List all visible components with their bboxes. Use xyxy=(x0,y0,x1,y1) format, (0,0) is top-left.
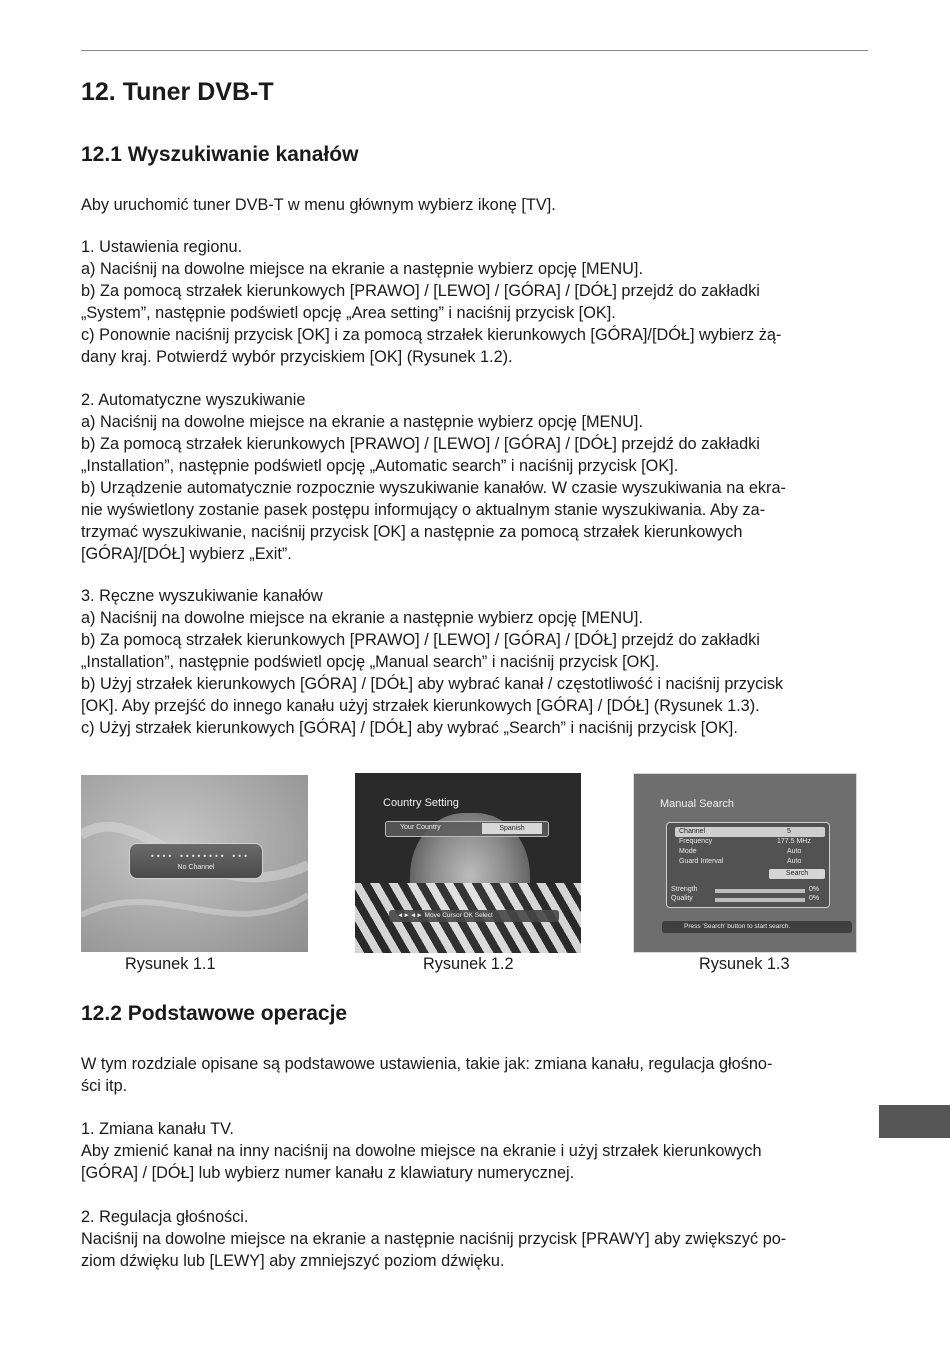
text-line: „System”, następnie podświetl opcję „Area setting” i naciśnij przycisk [OK]. xyxy=(81,304,616,322)
text-line: a) Naciśnij na dowolne miejsce na ekranie a następnie wybierz opcję [MENU]. xyxy=(81,413,643,431)
volume-block xyxy=(81,1206,871,1272)
text-line: W tym rozdziale opisane są podstawowe ustawienia, takie jak: zmiana kanału, regulacja głośno- xyxy=(81,1055,773,1073)
text-line: [GÓRA]/[DÓŁ] wybierz „Exit”. xyxy=(81,545,292,563)
section-title-12-1: 12.1 Wyszukiwanie kanałów xyxy=(81,143,359,166)
side-thumb-tab xyxy=(879,1105,950,1138)
text-line: b) Za pomocą strzałek kierunkowych [PRAWO] / [LEWO] / [GÓRA] / [DÓŁ] przejdź do zakładki xyxy=(81,435,760,453)
section-title-12-2: 12.2 Podstawowe operacje xyxy=(81,1002,348,1025)
country-field-label: Your Country xyxy=(400,824,441,831)
text-line: b) Urządzenie automatycznie rozpocznie wyszukiwanie kanałów. W czasie wyszukiwania na ekra- xyxy=(81,479,786,497)
text-line: a) Naciśnij na dowolne miejsce na ekranie a następnie wybierz opcję [MENU]. xyxy=(81,609,643,627)
text-line: a) Naciśnij na dowolne miejsce na ekranie a następnie wybierz opcję [MENU]. xyxy=(81,260,643,278)
mode-value: Auto xyxy=(787,848,802,855)
chapter-title: 12. Tuner DVB-T xyxy=(81,78,274,106)
figure-caption-1-2: Rysunek 1.2 xyxy=(423,955,514,973)
channel-change-block xyxy=(81,1118,871,1184)
manual-search-block xyxy=(81,585,871,739)
figure-1-3-manual-search-screen xyxy=(633,773,857,953)
text-line: b) Użyj strzałek kierunkowych [GÓRA] / [DÓŁ] aby wybrać kanał / częstotliwość i naciśnij przycisk xyxy=(81,675,784,693)
text-line: trzymać wyszukiwanie, naciśnij przycisk [OK] a następnie za pomocą strzałek kierunkowych xyxy=(81,523,743,541)
text-line: 1. Zmiana kanału TV. xyxy=(81,1120,234,1138)
country-field-value: Spanish xyxy=(482,823,542,834)
intro-paragraph: Aby uruchomić tuner DVB-T w menu głównym wybierz ikonę [TV]. xyxy=(81,196,556,214)
text-line: b) Za pomocą strzałek kierunkowych [PRAWO] / [LEWO] / [GÓRA] / [DÓŁ] przejdź do zakładki xyxy=(81,282,760,300)
strength-value: 0% xyxy=(809,886,820,893)
figure-1-2-country-setting-screen xyxy=(355,773,581,953)
text-line: 2. Automatyczne wyszukiwanie xyxy=(81,391,306,409)
text-line: 2. Regulacja głośności. xyxy=(81,1208,249,1226)
osd-help-footer: ◄►◄► Move Cursor OK Select xyxy=(389,910,559,922)
text-line: nie wyświetlony zostanie pasek postępu informujący o aktualnym stanie wyszukiwania. Aby za- xyxy=(81,501,766,519)
basic-ops-intro xyxy=(81,1053,871,1097)
country-row xyxy=(385,821,549,837)
text-line: [OK]. Aby przejść do innego kanału użyj strzałek kierunkowych [GÓRA] / [DÓŁ] (Rysunek 1.3). xyxy=(81,697,760,715)
country-setting-title: Country Setting xyxy=(383,797,459,809)
text-line: „Installation”, następnie podświetl opcję „Manual search” i naciśnij przycisk [OK]. xyxy=(81,653,660,671)
manual-search-panel xyxy=(666,822,830,908)
text-line: c) Ponownie naciśnij przycisk [OK] i za pomocą strzałek kierunkowych [GÓRA]/[DÓŁ] wybierz żą- xyxy=(81,326,782,344)
text-line: ziom dźwięku lub [LEWY] aby zmniejszyć poziom dźwięku. xyxy=(81,1252,505,1270)
figure-caption-1-1: Rysunek 1.1 xyxy=(125,955,216,973)
manual-search-title: Manual Search xyxy=(660,798,734,810)
signal-dots: •••• •••••••• ••• xyxy=(150,852,249,861)
frequency-label: Frequency xyxy=(679,838,713,845)
quality-label: Quality xyxy=(671,895,693,902)
no-channel-label: No Channel xyxy=(177,864,215,871)
text-line: dany kraj. Potwierdź wybór przyciskiem [OK] (Rysunek 1.2). xyxy=(81,348,513,366)
frequency-value: 177.5 MHz xyxy=(777,838,811,845)
figure-caption-1-3: Rysunek 1.3 xyxy=(699,955,790,973)
text-line: 1. Ustawienia regionu. xyxy=(81,238,243,256)
text-line: Aby zmienić kanał na inny naciśnij na dowolne miejsce na ekranie i użyj strzałek kierunkowych xyxy=(81,1142,762,1160)
text-line: [GÓRA] / [DÓŁ] lub wybierz numer kanału z klawiatury numerycznej. xyxy=(81,1164,575,1182)
header-rule xyxy=(81,50,868,51)
channel-label: Channel xyxy=(679,828,706,835)
text-line: b) Za pomocą strzałek kierunkowych [PRAWO] / [LEWO] / [GÓRA] / [DÓŁ] przejdź do zakładki xyxy=(81,631,760,649)
channel-value: 5 xyxy=(787,828,791,835)
text-line: „Installation”, następnie podświetl opcję „Automatic search” i naciśnij przycisk [OK]. xyxy=(81,457,679,475)
no-channel-dialog xyxy=(129,843,263,879)
auto-search-block xyxy=(81,389,871,565)
strength-label: Strength xyxy=(671,886,698,893)
text-line: 3. Ręczne wyszukiwanie kanałów xyxy=(81,587,323,605)
quality-value: 0% xyxy=(809,895,820,902)
search-button: Search xyxy=(769,869,825,879)
text-line: ści itp. xyxy=(81,1077,128,1095)
manual-search-hint: Press 'Search' button to start search. xyxy=(662,921,852,933)
guard-interval-label: Guard Interval xyxy=(679,858,724,865)
text-line: c) Użyj strzałek kierunkowych [GÓRA] / [DÓŁ] aby wybrać „Search” i naciśnij przycisk [OK]. xyxy=(81,719,738,737)
strength-meter xyxy=(715,889,805,893)
region-settings-block xyxy=(81,236,871,368)
mode-label: Mode xyxy=(679,848,697,855)
guard-interval-value: Auto xyxy=(787,858,802,865)
figure-1-1-no-channel-screen xyxy=(81,775,308,952)
quality-meter xyxy=(715,898,805,902)
text-line: Naciśnij na dowolne miejsce na ekranie a następnie naciśnij przycisk [PRAWY] aby zwiększyć po- xyxy=(81,1230,787,1248)
